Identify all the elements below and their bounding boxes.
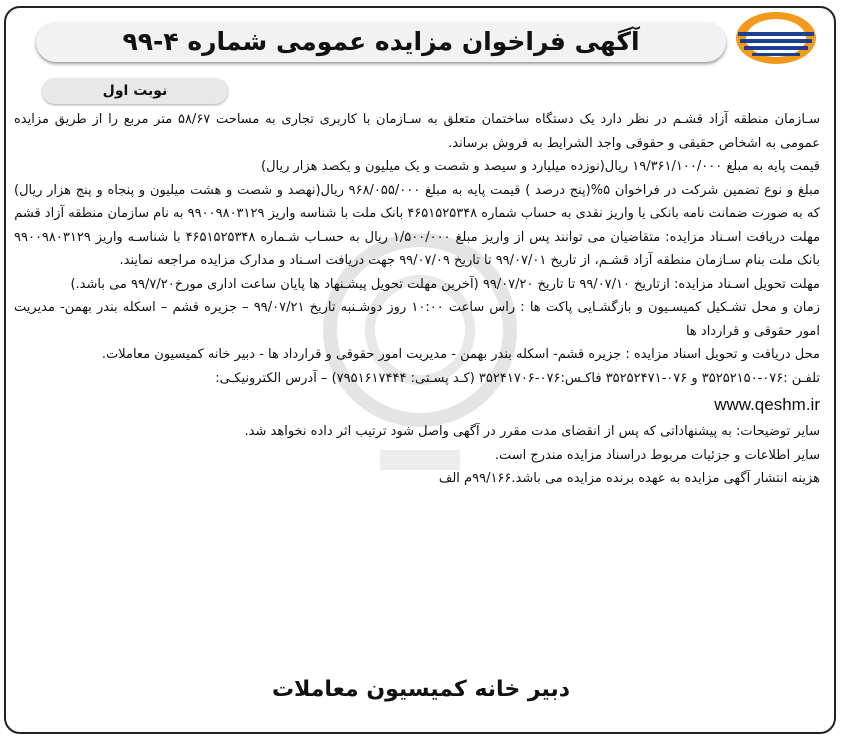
website-link[interactable]: www.qeshm.ir bbox=[714, 395, 820, 414]
paragraph-other-notes: سایر توضیحات: به پیشنهاداتی که پس از انقضای مدت مقرر در آگهی واصل شود ترتیب اثر داده نخواهد شد. bbox=[244, 424, 820, 439]
water-wave-logo-icon bbox=[734, 10, 818, 66]
paragraph-location: محل دریافت و تحویل اسناد مزایده : جزیره قشم- اسکله بندر بهمن - مدیریت امور حقوقی و قرارداد ها - دبیر خانه کمیسیون معاملات. bbox=[101, 347, 820, 362]
paragraph-commission-time: زمان و محل تشـکیل کمیسـیون و بازگشـایی پاکت ها : راس ساعت ۱۰:۰۰ روز دوشـنبه تاریخ ۹۹/۰۷/۲۱ – جزیره قشم – اسکله بندر بهمن- مدیریت امور حقوقی و قرارداد ها bbox=[14, 300, 821, 339]
notice-body bbox=[14, 108, 820, 491]
paragraph-subject: سـازمان منطقه آزاد قشـم در نظر دارد یک دستگاه ساختمان متعلق به سـازمان با کاربری تجاری به مساحت ۵۸/۶۷ متر مربع را از طریق مزایده عمومی به اشخاص حقیقی و حقوقی واجد الشرایط به فروش برساند. bbox=[14, 112, 820, 151]
footer-signature: دبیر خانه کمیسیون معاملات bbox=[271, 677, 571, 702]
title-bar bbox=[36, 22, 726, 62]
round-label: نوبت اول bbox=[102, 83, 168, 99]
paragraph-other-info: سایر اطلاعات و جزئیات مربوط دراسناد مزایده مندرج است. bbox=[494, 447, 820, 463]
paragraph-document-delivery: مهلت تحویل اسـناد مزایده: ازتاریخ ۹۹/۰۷/۱۰ تا تاریخ ۹۹/۰۷/۲۰ (آخرین مهلت تحویل پیشـنهاد ها پایان ساعت اداری مورخ۹۹/۷/۲۰ می باشد.) bbox=[70, 276, 820, 292]
paragraph-contact: تلفـن :۰۷۶-۳۵۲۵۲۱۵۰ و ۰۷۶-۳۵۲۵۲۴۷۱ فاکـس:۰۷۶-۳۵۲۴۱۷۰۶ (کـد پسـتی: ۷۹۵۱۶۱۷۴۴۴) – آدرس الکترونیکـی: bbox=[215, 370, 820, 386]
paragraph-publication-cost: هزینه انتشار آگهی مزایده به عهده برنده مزایده می باشد.۹۹/۱۶۶م الف bbox=[438, 471, 820, 486]
round-badge bbox=[42, 78, 228, 104]
paragraph-document-receipt: مهلت دریافت اسـناد مزایده: متقاضیان می توانند پس از واریز مبلغ ۱/۵۰۰/۰۰۰ ریال به حسـاب شـماره ۴۶۵۱۵۲۵۳۴۸ با شناسـه واریز ۹۹۰۰۹۸۰۳۱۲۹ بانک ملت بنام سـازمان منطقه آزاد قشـم، از تاریخ ۹۹/۰۷/۰۱ تا تاریخ ۹۹/۰۷/۰۹ جهت دریافت اسـناد و مدارک مزایده مراجعه نمایند. bbox=[14, 229, 821, 268]
paragraph-base-price: قیمت پایه به مبلغ ۱۹/۳۶۱/۱۰۰/۰۰۰ ریال(نوزده میلیارد و سیصد و شصت و یک میلیون و یکصد هزار ریال) bbox=[261, 159, 820, 174]
paragraph-guarantee: مبلغ و نوع تضمین شرکت در فراخوان ۵%(پنج درصد ) قیمت پایه به مبلغ ۹۶۸/۰۵۵/۰۰۰ ریال(نهصد و شصت و هشت میلیون و پنجاه و پنج هزار ریال) که به صورت ضمانت نامه بانکی یا واریز نقدی به حساب شماره ۴۶۵۱۵۲۵۳۴۸ بانک ملت با شناسه واریز ۹۹۰۰۹۸۰۳۱۲۹ به نام سازمان منطقه آزاد قشم bbox=[14, 182, 820, 221]
page-title: آگهی فراخوان مزایده عمومی شماره ۴-۹۹ bbox=[122, 27, 640, 56]
